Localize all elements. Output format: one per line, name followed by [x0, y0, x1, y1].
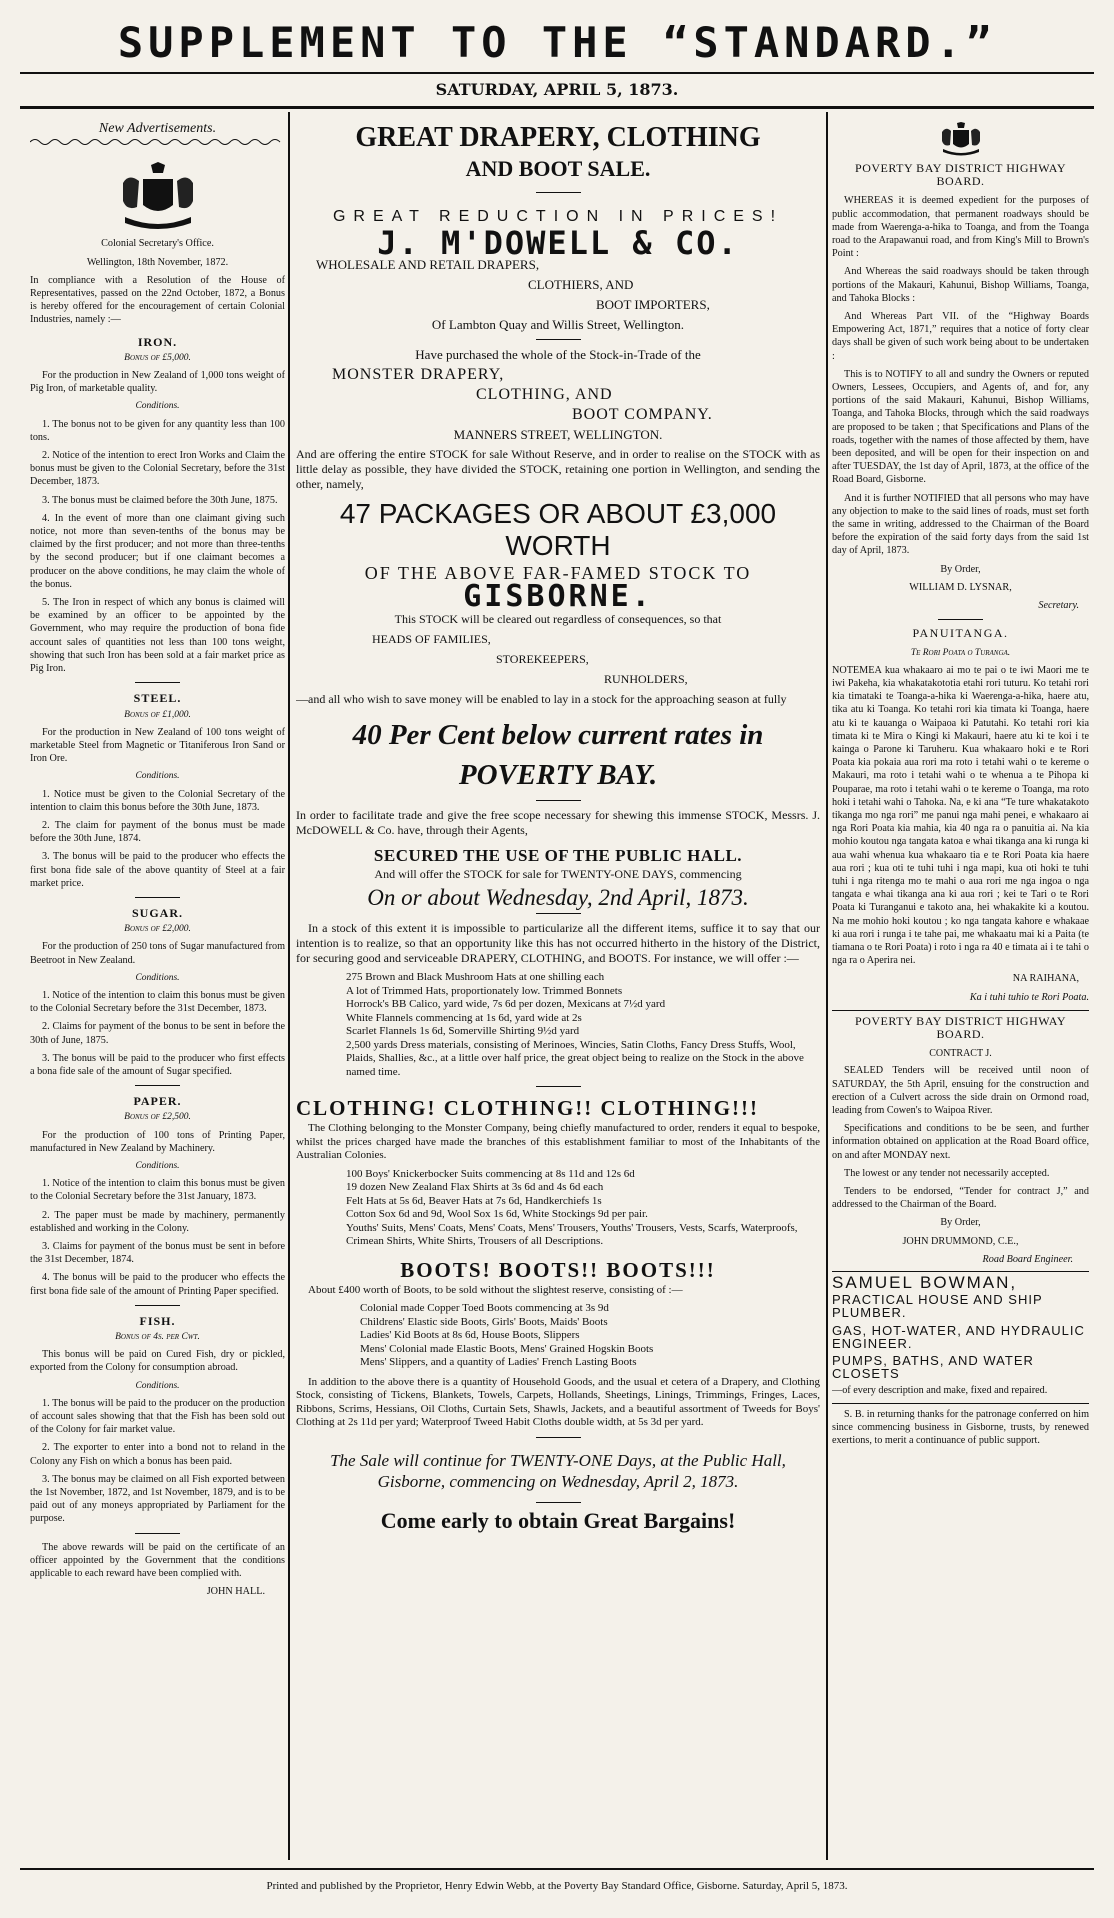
list-item: Felt Hats at 5s 6d, Beaver Hats at 7s 6d, Handkerchiefs 1s — [346, 1194, 602, 1207]
monster-line-3: BOOT COMPANY. — [572, 406, 713, 423]
storekeepers: STOREKEEPERS, — [496, 652, 589, 666]
steel-bonus: Bonus of £1,000. — [124, 709, 191, 720]
heads-of-families: HEADS OF FAMILIES, — [372, 632, 491, 646]
signer-name: JOHN HALL. — [206, 1586, 265, 1598]
wavy-divider — [30, 137, 285, 147]
sugar-text: For the production of 250 tons of Sugar manufactured from Beetroot in New Zealand. — [30, 941, 285, 966]
iron-condition-3: 3. The bonus must be claimed before the 30th June, 1875. — [42, 494, 278, 506]
fish-title: FISH. — [139, 1313, 176, 1328]
section-rule — [135, 897, 180, 898]
intro-text: In compliance with a Resolution of the House of Representatives, passed on the 22nd October, 1872, a Bonus is hereby offered for the encouragement of certain Colonial Industries, namely :— — [30, 274, 285, 326]
list-item: Youths' Suits, Mens' Coats, Mens' Coats, Mens' Trousers, Youths' Trousers, Vests, Scarfs, Waterproofs, Crimean Shirts, White Shirts, Trousers of all Descriptions. — [346, 1221, 798, 1247]
paper-bonus: Bonus of £2,500. — [124, 1112, 191, 1123]
header-rule — [20, 106, 1094, 109]
steel-text: For the production in New Zealand of 100 tons weight of marketable Steel from Magnetic or Titaniferous Iron Sand or Iron Ore. — [30, 726, 285, 765]
list-item: Scarlet Flannels 1s 6d, Somerville Shirting 9½d yard — [346, 1025, 580, 1037]
highway-board-title-2: POVERTY BAY DISTRICT HIGHWAY BOARD. — [855, 1013, 1066, 1041]
lowest-tender-text: The lowest or any tender not necessarily accepted. — [844, 1167, 1050, 1179]
iron-condition-4: 4. In the event of more than one claimant giving such notice, not more than seven-tenths of the bonus may be claimed by the first producer; and not more than three-tenths by the second producer; but if one claimant becomes a producer on the above conditions, he may claim the whole of the bonus. — [30, 512, 285, 590]
bowman-name: SAMUEL BOWMAN, — [832, 1273, 1018, 1293]
firm-name: J. M'DOWELL & CO. — [377, 224, 739, 262]
savemoney-text: —and all who wish to save money will be enabled to lay in a stock for the approaching season at fully — [296, 692, 787, 706]
plumber-line: PRACTICAL HOUSE AND SHIP PLUMBER. — [832, 1292, 1043, 1321]
runholders: RUNHOLDERS, — [604, 672, 688, 686]
section-rule — [135, 1305, 180, 1306]
facilitate-text: In order to facilitate trade and give the free scope necessary for shewing this immense STOCK, Messrs. J. McDOWELL & Co. have, through their Agents, — [296, 808, 820, 837]
sale-headline: GREAT DRAPERY, CLOTHING — [355, 122, 761, 153]
maori-notice: NOTEMEA kua whakaaro ai mo te pai o te iwi Maori me te iwi Pakeha, kia whakatakototia etahi rori tuturu. Ko tetahi rori kia timataki te Toanga-a-hika ki Waerenga-a-hika, haere atu, tika atu ki Toanga. Ko tetahi rori kia timata ki Toanga, haere atu ki te kauanga o Waipaoa ki Patutahi. Ko tetahi rori kia timata ki te Mira o Kingi ki Makauri, haere atu ki te koi i te kainga o Parone ki Taruheru. Kua whakaaro hoki e te Rori Poata kia pokaia aua rori ma roto i tetahi wahi o te kereme o Makauri, ma roto i tetahi wahi o te whenua a te Pihopa ki Pouparae, ma roto i tetahi wahi o te kereme o Toanga, ma roto hoki i tetahi wahi o Tahoka. Na, e ki ana “Te ture whakatakoto tikanga mo nga rori” me panui nga mahi penei, e whakaaro ai nga Rori Poata kia mahia, kia 40 nga ra o panuitia ai. Na kia mohio koutou nga tangata katoa e whai tikanga ana ki runga ki aua wahi whenua kua whakaaro tia e te Rori Poata kia haere aua rori ; kua oti te tuhi tuhi i nga mapi, kua oti hoki te tuhi tuhi i nga ritenga mo te mahi o aua rori me nga ingoa o nga tangata e whai tikanga ana ki aua rori ; kei te Tari o te Rori Poata ki Turanganui e takoto ana, hei whakakite ki a koutou. Na me mohio hoki koutou ; ko nga tangata kahore e whakaae ki aua rori i runga i te tahe pai, me whakaatu mai ki a Paita (te tiamana o te Rori Poata) i roto i nga ra 40 e timata ai i te tahi o nga ra o Aperira nei. — [832, 664, 1089, 967]
manners-street: MANNERS STREET, WELLINGTON. — [453, 427, 663, 442]
middle-column — [296, 118, 820, 1858]
monster-line-1: MONSTER DRAPERY, — [332, 366, 505, 383]
purchased-text: Have purchased the whole of the Stock-in-Trade of the — [415, 347, 701, 362]
steel-condition-2: 2. The claim for payment of the bonus must be made before the 30th June, 1874. — [30, 819, 285, 845]
dateline: SATURDAY, APRIL 5, 1873. — [435, 80, 679, 99]
drummond-name: JOHN DRUMMOND, C.E., — [902, 1235, 1019, 1247]
trade-line-2: CLOTHIERS, AND — [528, 277, 634, 292]
whereas-2: And Whereas the said roadways should be taken through portions of the Makauri, Kahunui, Bishop Williams, Toanga, and Tahoka Blocks : — [832, 266, 1089, 304]
secured-hall: SECURED THE USE OF THE PUBLIC HALL. — [373, 846, 743, 865]
sugar-conditions-label: Conditions. — [135, 972, 180, 983]
fish-conditions-label: Conditions. — [135, 1380, 180, 1391]
boots-headline: BOOTS! BOOTS!! BOOTS!!! — [400, 1257, 716, 1282]
list-item: A lot of Trimmed Hats, proportionately low. Trimmed Bonnets — [346, 984, 623, 997]
footer-imprint: Printed and published by the Proprietor, Henry Edwin Webb, at the Poverty Bay Standard Office, Gisborne. Saturday, April 5, 1873. — [266, 1880, 848, 1892]
further-text: And it is further NOTIFIED that all persons who may have any objection to make to the said lines of roads, must set forth the same in writing, addressed to the Chairman of the Board before the expiration of the said forty days from the said 1st day of April, 1873. — [832, 492, 1089, 557]
masthead-title: SUPPLEMENT TO THE “STANDARD.” — [117, 18, 997, 67]
naraihana-name: NA RAIHANA, — [1012, 973, 1079, 985]
paper-condition-3: 3. Claims for payment of the bonus must be sent in before the 31st December, 1874. — [30, 1241, 285, 1266]
offer-text: And will offer the STOCK for sale for TWENTY-ONE DAYS, commencing — [374, 867, 742, 881]
clothing-headline: CLOTHING! CLOTHING!! CLOTHING!!! — [296, 1096, 760, 1120]
new-advertisements-heading: New Advertisements. — [98, 121, 217, 136]
fish-condition-3: 3. The bonus may be claimed on all Fish exported between the 1st November, 1872, and 1st November, 1879, and is to be paid out of any moneys appropriated by Parliament for the purpose. — [30, 1473, 285, 1525]
engineer-title: Road Board Engineer. — [982, 1253, 1073, 1265]
addition-text: In addition to the above there is a quantity of Household Goods, and the usual et cetera of a Drapery, and Clothing Stock, consisting of Tickens, Blankets, Towels, Carpets, Hollands, Sheetings, Linings, Trimmings, Fringes, Laces, Ribbons, Scrims, Hessians, Oil Cloths, Curtain Sets, Shawls, Jackets, and a beautiful assortment of Tweeds for Boys' Clothing at 2s 11d per yard; Waterproof Tweed Habit Cloths double width, at 5s 3d per yard. — [296, 1375, 820, 1428]
panuitanga-title: PANUITANGA. — [912, 626, 1009, 641]
paper-conditions-label: Conditions. — [135, 1160, 180, 1171]
list-item: Cotton Sox 6d and 9d, Wool Sox 1s 6d, White Stockings 9d per pair. — [346, 1208, 648, 1220]
list-item: 2,500 yards Dress materials, consisting of Merinoes, Wincies, Satin Cloths, Fancy Dress Stuffs, Wool, Plaids, Shallies, &c., at a little over half price, the great object being to realize on the Stock in the above named time. — [346, 1038, 804, 1078]
reduction-banner: GREAT REDUCTION IN PRICES! — [332, 208, 784, 225]
highway-board-title: POVERTY BAY DISTRICT HIGHWAY BOARD. — [855, 161, 1066, 189]
stock-item-list — [346, 971, 820, 1079]
list-item: Mens' Colonial made Elastic Boots, Mens' Grained Hogskin Boots — [360, 1342, 654, 1355]
section-rule — [135, 682, 180, 683]
rewards-text: The above rewards will be paid on the certificate of an officer appointed by the Government that the conditions applicable to each reward have been complied with. — [30, 1541, 285, 1580]
section-rule — [135, 1533, 180, 1534]
section-rule — [536, 1502, 581, 1503]
footer-rule — [20, 1868, 1094, 1870]
right-column — [832, 118, 1089, 1858]
sale-subheadline: AND BOOT SALE. — [465, 156, 651, 181]
section-rule — [536, 800, 581, 801]
whereas-1: WHEREAS it is deemed expedient for the purposes of public accommodation, that permanent roadways should be made from Waerenga-a-hika to Toanga, and from the Toanga road to the Arapawanui road, and from King's Mill to Brown's Point : — [832, 195, 1089, 260]
iron-text: For the production in New Zealand of 1,000 tons weight of Pig Iron, of marketable quality. — [30, 370, 285, 395]
iron-condition-2: 2. Notice of the intention to erect Iron Works and Claim the bonus must be given to the Colonial Secretary, before the 31st December, 1873. — [30, 450, 285, 488]
offering-text: And are offering the entire STOCK for sale Without Reserve, and in order to realise on the STOCK with as little delay as possible, they have divided the STOCK, retaining one portion in Wellington, and sending the other, namely, — [296, 447, 820, 491]
royal-coat-of-arms-icon — [113, 161, 203, 231]
whereas-3: And Whereas Part VII. of the “Highway Boards Empowering Act, 1871,” requires that a notice of forty clear days shall be given of such work being about to be undertaken : — [832, 311, 1089, 362]
boots-text: About £400 worth of Boots, to be sold without the slightest reserve, consisting of :— — [308, 1283, 683, 1296]
gas-line: GAS, HOT-WATER, AND HYDRAULIC ENGINEER. — [832, 1322, 1085, 1351]
list-item: Childrens' Elastic side Boots, Girls' Boots, Maids' Boots — [360, 1315, 608, 1328]
column-divider-left — [288, 112, 290, 1860]
clothing-text: The Clothing belonging to the Monster Company, being chiefly manufactured to order, renders it equal to bespoke, whilst the prices charged have made the branches of this establishment familiar to most of the Inhabitants of the Australian Colonies. — [296, 1122, 820, 1161]
packages-headline: 47 PACKAGES OR ABOUT £3,000 WORTH — [339, 498, 777, 561]
list-item: 100 Boys' Knickerbocker Suits commencing at 8s 11d and 12s 6d — [346, 1167, 635, 1180]
sugar-title: SUGAR. — [131, 905, 183, 920]
masthead-rule — [20, 72, 1094, 74]
by-order: By Order, — [940, 563, 981, 575]
paper-condition-1: 1. Notice of the intention to claim this bonus must be given to the Colonial Secretary before the 31st January, 1873. — [30, 1178, 285, 1203]
section-rule — [135, 1085, 180, 1086]
closing-notice: The Sale will continue for TWENTY-ONE Days, at the Public Hall, Gisborne, commencing on Wednesday, April 2, 1873. — [330, 1450, 786, 1491]
steel-condition-1: 1. Notice must be given to the Colonial Secretary of the intention to claim this bonus before the 30th June, 1873. — [30, 788, 285, 813]
list-item: Colonial made Copper Toed Boots commencing at 3s 9d — [360, 1302, 609, 1314]
cleared-text: This STOCK will be cleared out regardless of consequences, so that — [394, 612, 722, 626]
paper-title: PAPER. — [133, 1094, 182, 1109]
list-item: 19 dozen New Zealand Flax Shirts at 3s 6d and 4s 6d each — [346, 1181, 604, 1193]
section-rule — [832, 1271, 1089, 1272]
office-date: Wellington, 18th November, 1872. — [86, 256, 229, 268]
section-rule — [536, 913, 581, 914]
lysnar-name: WILLIAM D. LYSNAR, — [909, 581, 1012, 593]
left-column — [30, 118, 285, 1858]
every-description: —of every description and make, fixed and repaired. — [832, 1385, 1048, 1397]
sugar-bonus: Bonus of £2,000. — [124, 924, 191, 935]
section-rule — [536, 1437, 581, 1438]
come-early-banner: Come early to obtain Great Bargains! — [380, 1507, 736, 1533]
steel-condition-3: 3. The bonus will be paid to the producer who effects the first bona fide sale of the above quantity of Steel at a fair market price. — [30, 851, 285, 889]
iron-conditions-label: Conditions. — [135, 401, 180, 412]
section-rule — [536, 192, 581, 193]
notify-text: This is to NOTIFY to all and sundry the Owners or reputed Owners, Lessees, Occupiers, and Agents of, and for, any portions of the said Makauri, Kahunui, Bishop Williams, Toanga, and Tahoka Blocks, through which the said roadways are proposed to be taken ; that Specifications and Plans of the roads, together with the names of those affected by them, have been deposited, and will be open for their inspection on and after TUESDAY, the 1st day of April, 1873, at the office of the Road Board, Gisborne. — [832, 368, 1089, 486]
specifications-text: Specifications and conditions to be be seen, and further information obtained on application at the Road Board office, on and after MONDAY next. — [832, 1123, 1089, 1161]
gisborne-headline: GISBORNE. — [463, 579, 653, 614]
iron-title: IRON. — [137, 334, 178, 349]
steel-conditions-label: Conditions. — [135, 771, 180, 782]
section-rule — [938, 619, 983, 620]
sugar-condition-1: 1. Notice of the intention to claim this bonus must be given to the Colonial Secretary before the 31st December, 1873. — [30, 989, 285, 1015]
sugar-condition-2: 2. Claims for payment of the bonus to be sent in before the 30th of June, 1875. — [30, 1021, 285, 1046]
paper-condition-4: 4. The bonus will be paid to the producer who effects the first bona fide sale of the amount of Printing Paper specified. — [30, 1272, 285, 1297]
clothing-item-list — [346, 1168, 820, 1249]
farfamed-line: OF THE ABOVE FAR-FAMED STOCK TO — [364, 563, 752, 583]
iron-bonus: Bonus of £5,000. — [124, 352, 191, 363]
fish-condition-1: 1. The bonus will be paid to the producer on the production of account sales showing that that the Fish has been sold out of the Colony for fair market value. — [30, 1397, 285, 1436]
paper-condition-2: 2. The paper must be made by machinery, permanently established and working in the Colony. — [30, 1209, 285, 1234]
iron-condition-5: 5. The Iron in respect of which any bonus is claimed will be examined by an officer to be appointed by the Government, who may require the production of bona fide account sales of quantities not less than 100 tons weight, showing that such Iron has been sold at a fair market price as Pig Iron. — [30, 597, 285, 675]
steel-title: STEEL. — [133, 691, 182, 706]
monster-line-2: CLOTHING, AND — [476, 386, 613, 403]
percent-headline: 40 Per Cent below current rates in — [352, 719, 764, 751]
section-rule — [536, 1086, 581, 1087]
sealed-tenders: SEALED Tenders will be received until noon of SATURDAY, the 5th April, ensuing for the construction and erection of a Culvert across the side drain on Ormond road, leading from Cowen's to Waipoa River. — [832, 1065, 1089, 1116]
fish-bonus: Bonus of 4s. per Cwt. — [115, 1332, 200, 1343]
section-rule — [832, 1403, 1089, 1404]
column-divider-right — [826, 112, 828, 1860]
poverty-bay-headline: POVERTY BAY. — [458, 759, 658, 791]
iron-condition-1: 1. The bonus not to be given for any quantity less than 100 tons. — [30, 418, 285, 443]
list-item: Mens' Slippers, and a quantity of Ladies' French Lasting Boots — [360, 1356, 637, 1368]
boots-item-list — [360, 1302, 820, 1370]
returning-thanks: S. B. in returning thanks for the patronage conferred on him since commencing business in Gisborne, trusts, by renewed exertions, to merit a continuance of public support. — [832, 1408, 1089, 1447]
section-rule — [832, 1010, 1089, 1011]
list-item: White Flannels commencing at 1s 6d, yard wide at 2s — [346, 1011, 582, 1024]
section-rule — [536, 339, 581, 340]
panuitanga-subtitle: Te Rori Poata o Turanga. — [910, 647, 1011, 658]
list-item: 275 Brown and Black Mushroom Hats at one shilling each — [346, 971, 605, 983]
office-name: Colonial Secretary's Office. — [101, 238, 214, 250]
firm-address: Of Lambton Quay and Willis Street, Wellington. — [431, 317, 685, 332]
trade-line-3: BOOT IMPORTERS, — [596, 297, 710, 312]
by-order-2: By Order, — [940, 1217, 981, 1229]
secretary-title: Secretary. — [1038, 600, 1079, 612]
trade-line-1: WHOLESALE AND RETAIL DRAPERS, — [316, 257, 540, 272]
paper-text: For the production of 100 tons of Printing Paper, manufactured in New Zealand by Machinery. — [30, 1129, 285, 1154]
kaituhi-line: Ka i tuhi tuhio te Rori Poata. — [969, 991, 1089, 1003]
sugar-condition-3: 3. The bonus will be paid to the producer who first effects a bona fide sale of the amount of Sugar specified. — [30, 1052, 285, 1077]
stock-text: In a stock of this extent it is impossible to particularize all the different items, suffice it to say that our intention is to realize, so that an opportunity like this has not occurred hitherto in the history of the District, for securing good and serviceable DRAPERY, CLOTHING, and BOOTS. For instance, we will offer :— — [296, 921, 820, 965]
start-date: On or about Wednesday, 2nd April, 1873. — [367, 885, 749, 910]
contract-label: CONTRACT J. — [929, 1048, 992, 1060]
coat-of-arms-icon — [939, 122, 983, 156]
endorsed-text: Tenders to be endorsed, “Tender for contract J,” and addressed to the Chairman of the Board. — [832, 1186, 1089, 1211]
fish-condition-2: 2. The exporter to enter into a bond not to reland in the Colony any Fish on which a bonus has been paid. — [30, 1442, 285, 1467]
list-item: Ladies' Kid Boots at 8s 6d, House Boots, Slippers — [360, 1329, 580, 1341]
list-item: Horrock's BB Calico, yard wide, 7s 6d per dozen, Mexicans at 7½d yard — [346, 998, 666, 1010]
pumps-line: PUMPS, BATHS, AND WATER CLOSETS — [832, 1353, 1034, 1382]
fish-text: This bonus will be paid on Cured Fish, dry or pickled, exported from the Colony for consumption abroad. — [30, 1349, 285, 1374]
